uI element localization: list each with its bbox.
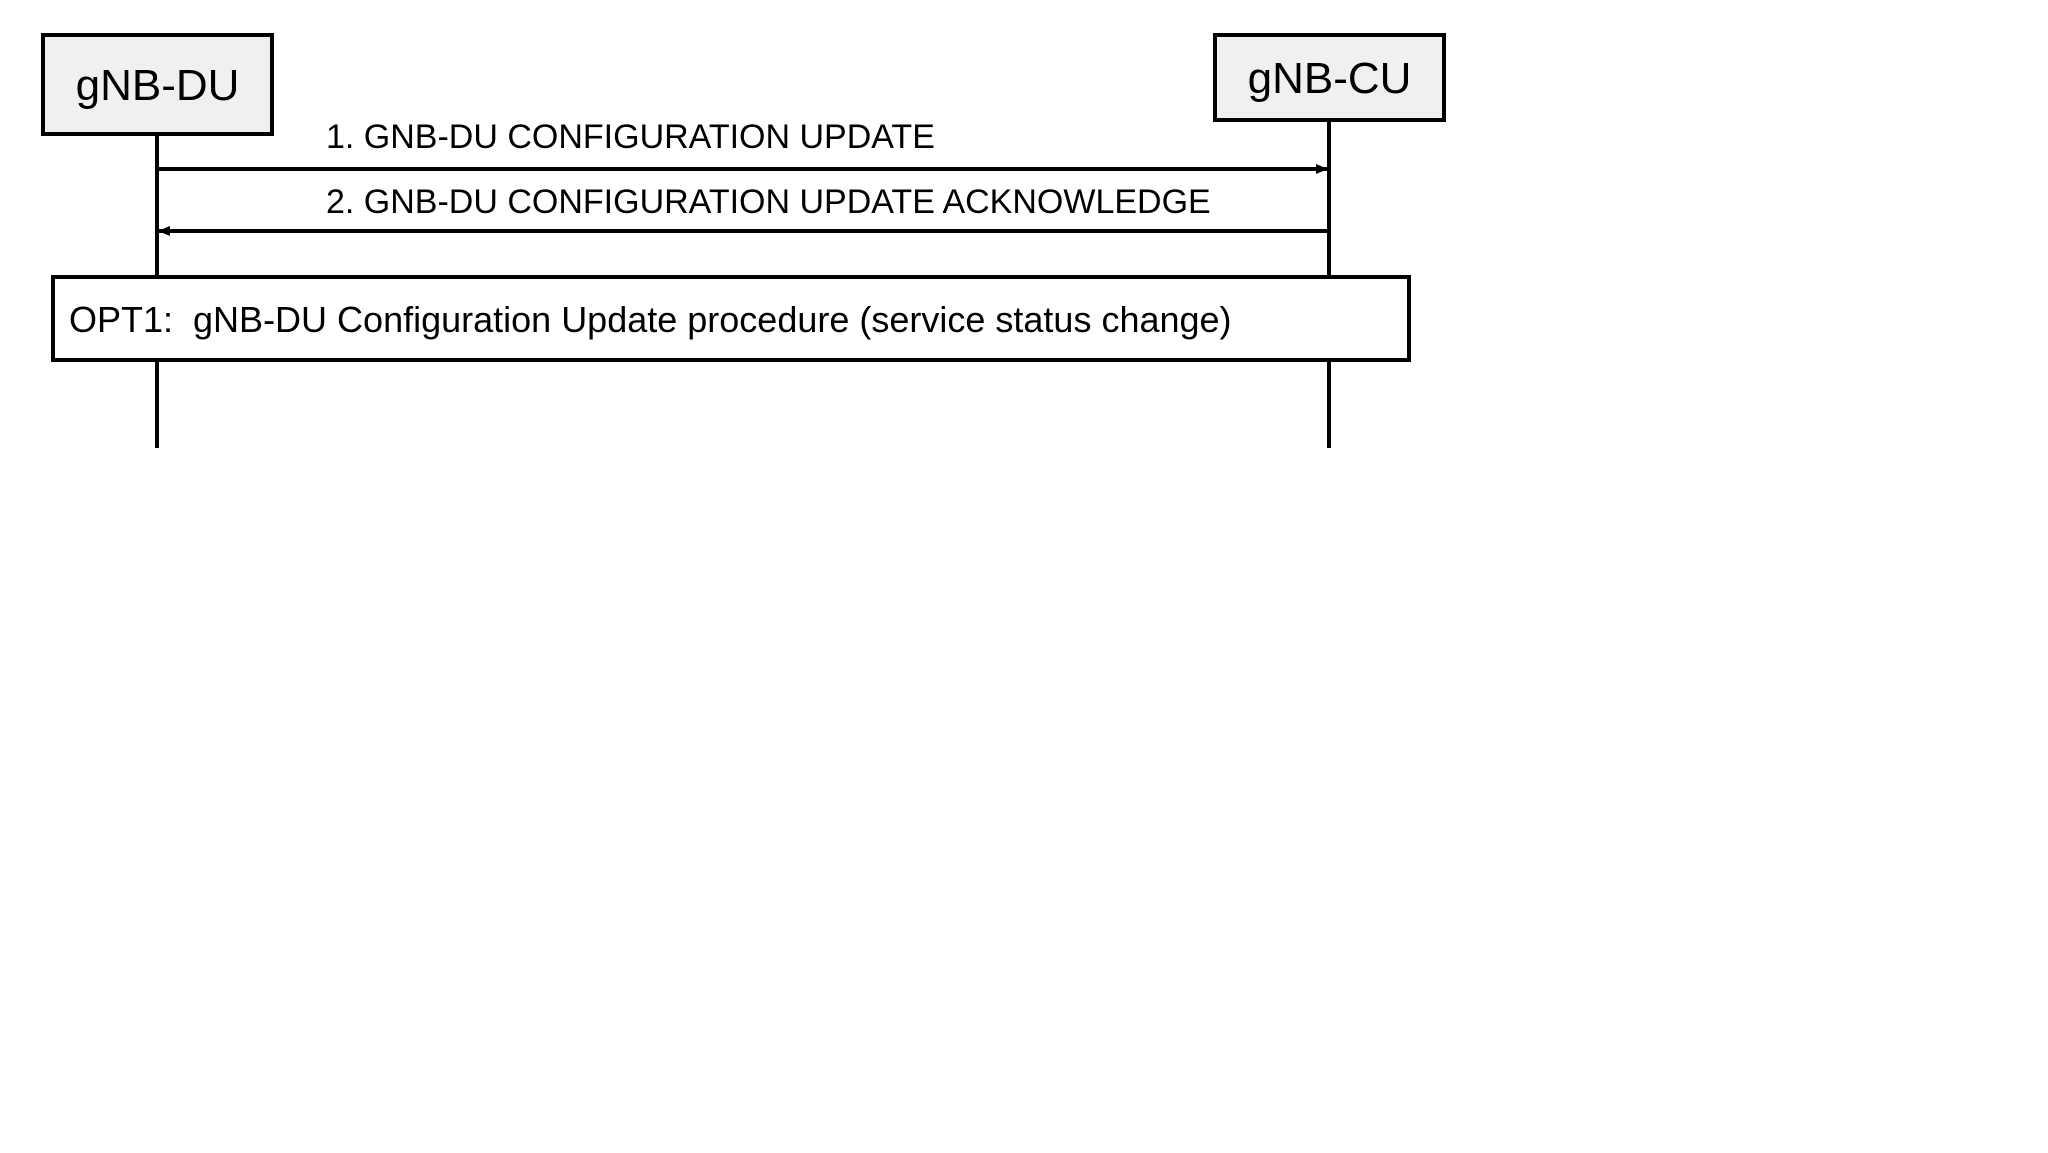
message-1 bbox=[157, 118, 1327, 169]
entity-gnb-du-label: gNB-DU bbox=[75, 61, 240, 110]
entity-gnb-du bbox=[43, 35, 272, 134]
message-2 bbox=[159, 183, 1329, 231]
message-2-label: 2. GNB-DU CONFIGURATION UPDATE ACKNOWLEDGE bbox=[326, 183, 1211, 221]
entity-gnb-cu bbox=[1215, 35, 1444, 120]
entity-gnb-cu-label: gNB-CU bbox=[1247, 54, 1412, 103]
option-box-label: OPT1: gNB-DU Configuration Update procedure (service status change) bbox=[69, 299, 1232, 340]
message-1-label: 1. GNB-DU CONFIGURATION UPDATE bbox=[326, 118, 935, 156]
option-box bbox=[53, 277, 1409, 360]
